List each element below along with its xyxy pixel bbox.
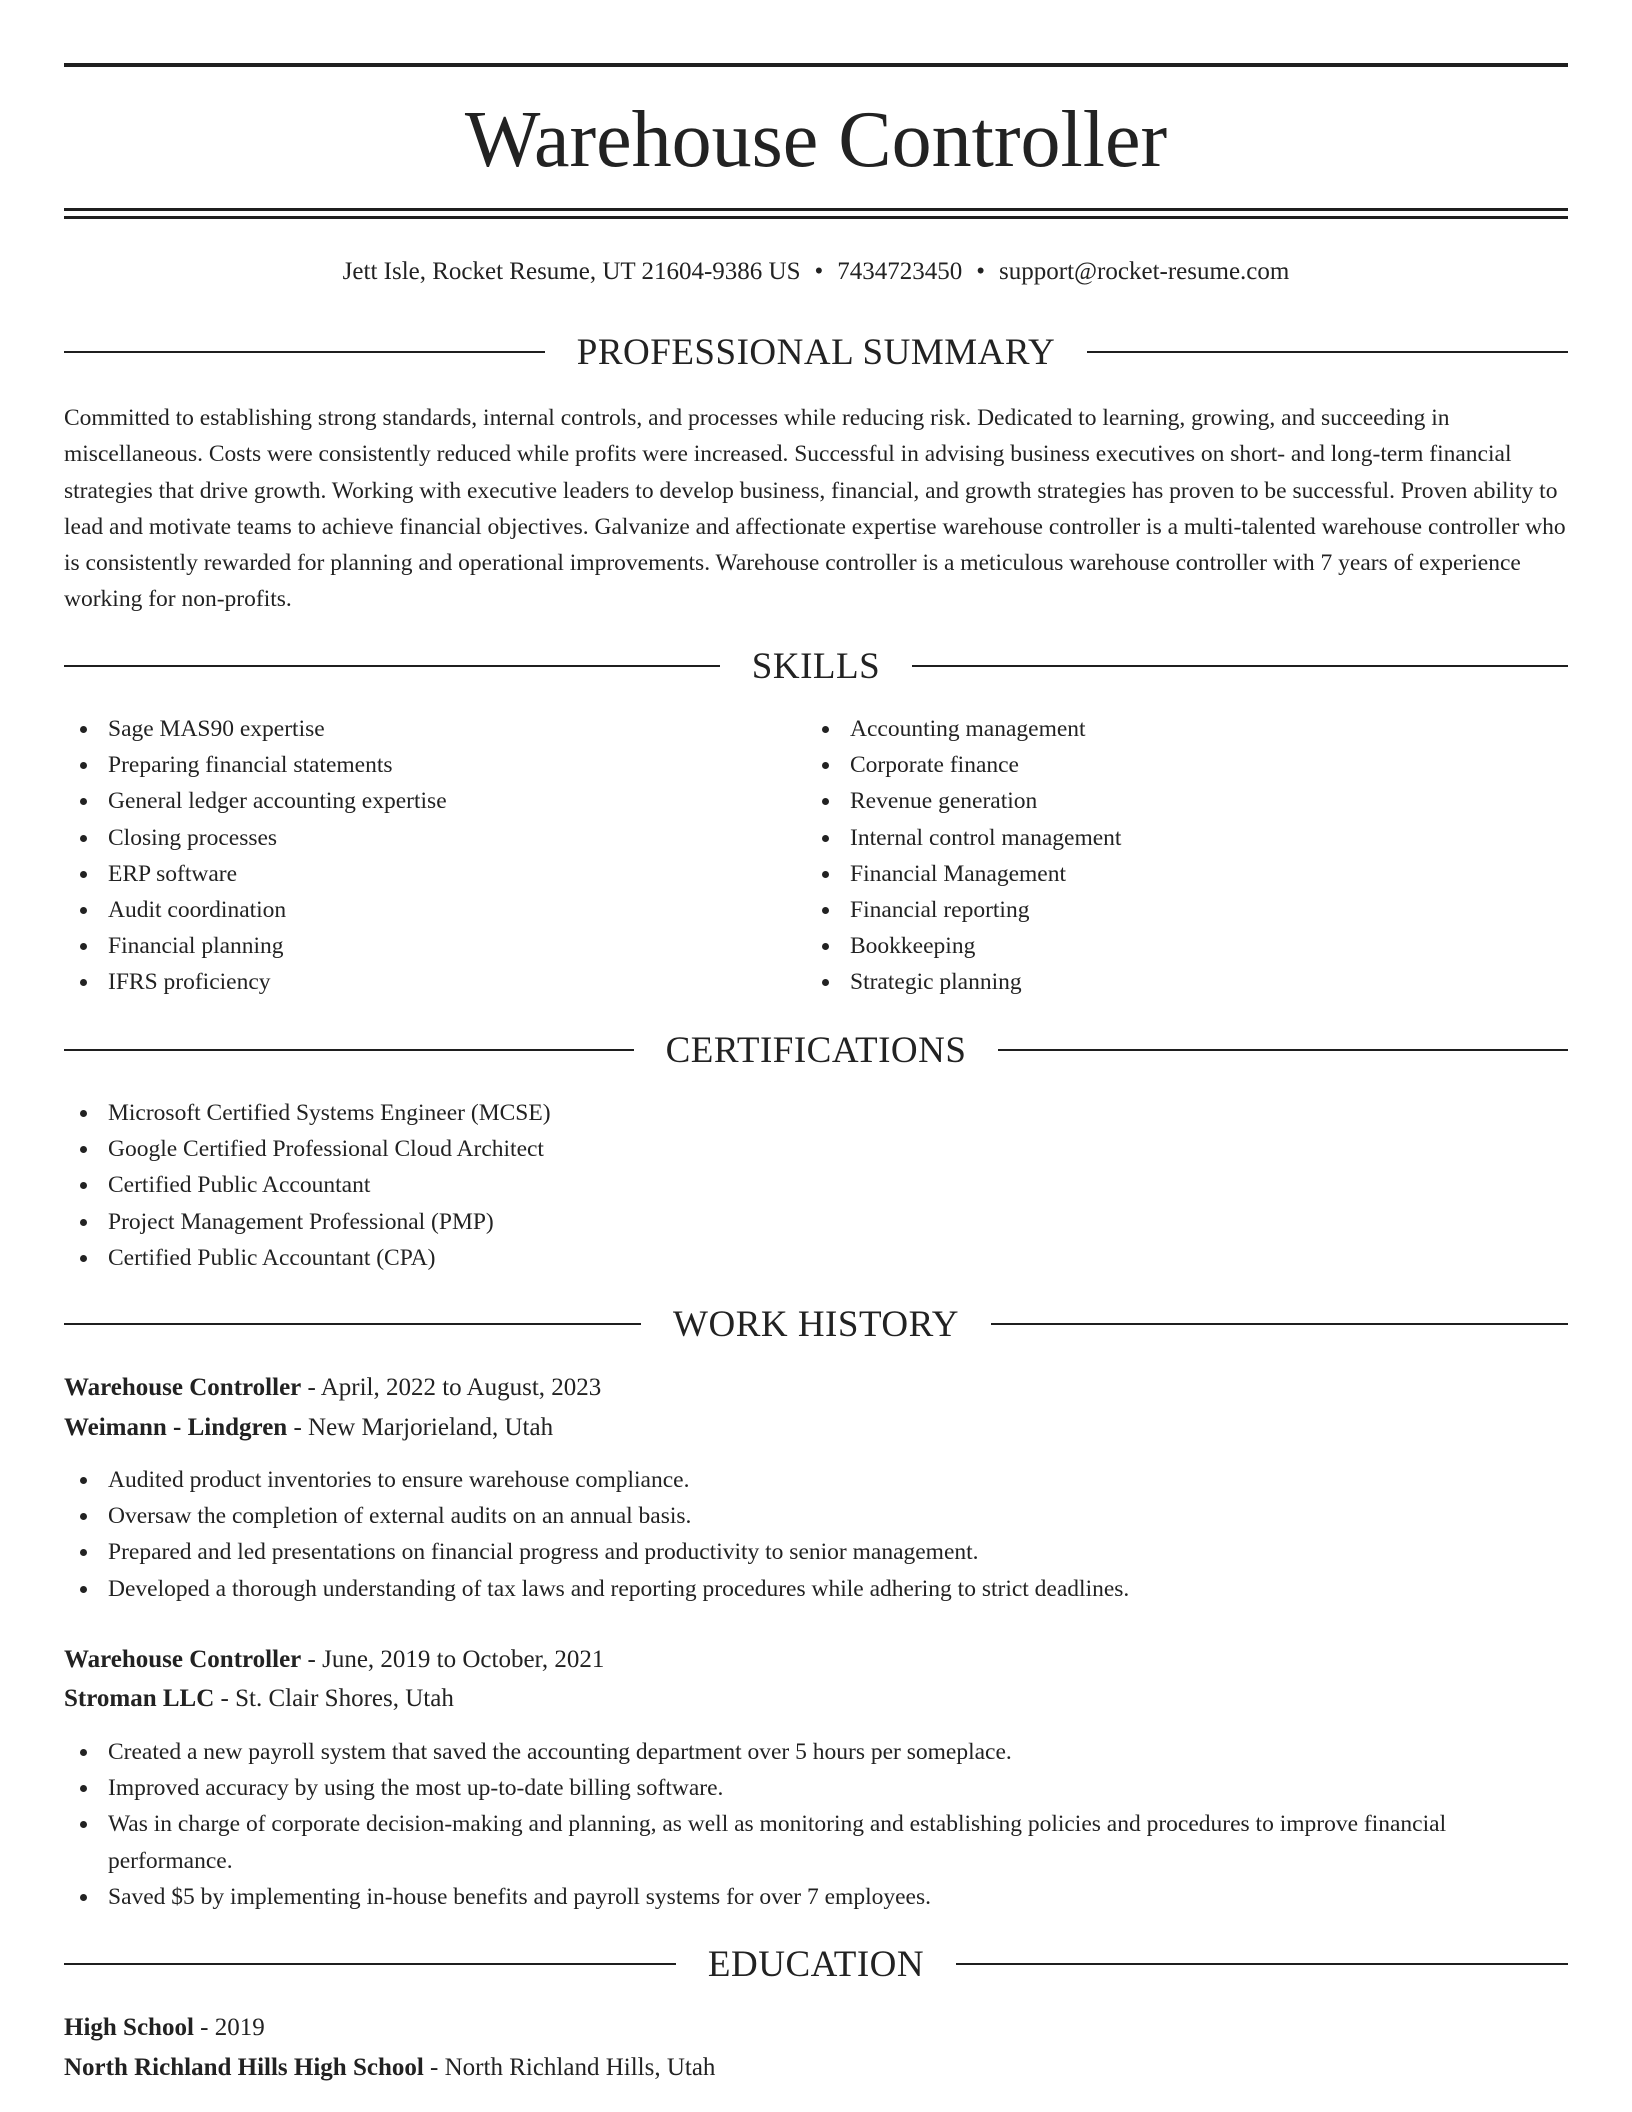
list-item: Was in charge of corporate decision-making and planning, as well as monitoring and establishing policies and procedures to improve financial performance. — [64, 1806, 1568, 1878]
contact-separator: • — [976, 258, 986, 285]
list-item: Accounting management — [806, 711, 1566, 747]
job-location: St. Clair Shores, Utah — [235, 1685, 454, 1712]
skills-list-left — [64, 711, 764, 1001]
job-company: Weimann - Lindgren — [64, 1414, 288, 1441]
list-item: Project Management Professional (PMP) — [64, 1204, 1564, 1240]
header-top-rule — [64, 63, 1568, 67]
heading-rule — [64, 1323, 641, 1325]
heading-rule — [64, 1963, 676, 1965]
list-item: Sage MAS90 expertise — [64, 711, 764, 747]
education-school-line — [64, 2050, 1568, 2086]
section-heading-certifications — [64, 1028, 1568, 1072]
section-heading-work-history — [64, 1302, 1568, 1346]
list-item: Financial planning — [64, 928, 764, 964]
list-item: Corporate finance — [806, 747, 1566, 783]
contact-separator: • — [814, 258, 824, 285]
contact-line — [64, 254, 1568, 290]
list-item: Prepared and led presentations on financial progress and productivity to senior management. — [64, 1534, 1568, 1570]
heading-rule — [64, 665, 720, 667]
job-title: Warehouse Controller — [64, 1374, 302, 1401]
list-item: General ledger accounting expertise — [64, 783, 764, 819]
job-dates: June, 2019 to October, 2021 — [322, 1646, 605, 1673]
job-title: Warehouse Controller — [64, 1646, 302, 1673]
list-item: Created a new payroll system that saved the accounting department over 5 hours per someplace. — [64, 1734, 1568, 1770]
education-degree: High School — [64, 2014, 194, 2041]
dash: - — [301, 1374, 321, 1401]
list-item: Audit coordination — [64, 892, 764, 928]
section-heading-education — [64, 1942, 1568, 1986]
job-bullets — [64, 1462, 1568, 1607]
list-item: Certified Public Accountant (CPA) — [64, 1240, 1564, 1276]
education-school: North Richland Hills High School — [64, 2054, 424, 2081]
job-dates: April, 2022 to August, 2023 — [320, 1374, 602, 1401]
header-double-rule-lower — [64, 216, 1568, 219]
list-item: Strategic planning — [806, 964, 1566, 1000]
skills-list-right — [806, 711, 1566, 1001]
contact-email: support@rocket-resume.com — [999, 258, 1290, 285]
heading-rule — [998, 1049, 1568, 1051]
summary-paragraph: Committed to establishing strong standards, internal controls, and processes while reducing risk. Dedicated to learning, growing, and succeeding in miscellaneous. Costs were consistently reduced while profits were increased. Successful in advising business executives on short- and long-term financial strategies that drive growth. Working with executive leaders to develop business, financial, and growth strategies has proven to be successful. Proven ability to lead and motivate teams to achieve financial objectives. Galvanize and affectionate expertise warehouse controller is a multi-talented warehouse controller who is consistently rewarded for planning and operational improvements. Warehouse controller is a meticulous warehouse controller with 7 years of experience working for non-profits. — [64, 405, 1566, 613]
education-degree-line — [64, 2010, 1568, 2046]
job-company: Stroman LLC — [64, 1685, 215, 1712]
list-item: Revenue generation — [806, 783, 1566, 819]
list-item: Audited product inventories to ensure warehouse compliance. — [64, 1462, 1568, 1498]
heading-rule — [956, 1963, 1568, 1965]
list-item: IFRS proficiency — [64, 964, 764, 1000]
certifications-list — [64, 1095, 1564, 1276]
job-location: New Marjorieland, Utah — [308, 1414, 554, 1441]
education-location: North Richland Hills, Utah — [444, 2054, 716, 2081]
header-double-rule-upper — [64, 208, 1568, 211]
heading-rule — [64, 351, 545, 353]
list-item: Bookkeeping — [806, 928, 1566, 964]
list-item: Financial Management — [806, 856, 1566, 892]
heading-rule — [991, 1323, 1568, 1325]
job-company-line — [64, 1410, 1568, 1446]
contact-address: Jett Isle, Rocket Resume, UT 21604-9386 US — [342, 258, 801, 285]
section-heading-summary — [64, 330, 1568, 374]
list-item: Saved $5 by implementing in-house benefits and payroll systems for over 7 employees. — [64, 1879, 1568, 1915]
dash: - — [214, 1685, 236, 1712]
list-item: Internal control management — [806, 820, 1566, 856]
section-title-skills: SKILLS — [751, 645, 881, 687]
job-title-line — [64, 1642, 1568, 1678]
list-item: Financial reporting — [806, 892, 1566, 928]
list-item: Certified Public Accountant — [64, 1167, 1564, 1203]
list-item: ERP software — [64, 856, 764, 892]
job-title-line — [64, 1370, 1568, 1406]
heading-rule — [1087, 351, 1568, 353]
dash: - — [423, 2054, 445, 2081]
list-item: Developed a thorough understanding of tax laws and reporting procedures while adhering to strict deadlines. — [64, 1571, 1568, 1607]
section-title-summary: PROFESSIONAL SUMMARY — [576, 331, 1056, 373]
job-company-line — [64, 1681, 1568, 1717]
list-item: Oversaw the completion of external audits on an annual basis. — [64, 1498, 1568, 1534]
dash: - — [301, 1646, 323, 1673]
contact-phone: 7434723450 — [837, 258, 963, 285]
page-title: Warehouse Controller — [464, 96, 1168, 184]
heading-rule — [912, 665, 1568, 667]
section-title-work-history: WORK HISTORY — [673, 1303, 959, 1345]
list-item: Improved accuracy by using the most up-to-date billing software. — [64, 1770, 1568, 1806]
list-item: Closing processes — [64, 820, 764, 856]
section-title-certifications: CERTIFICATIONS — [665, 1029, 967, 1071]
heading-rule — [64, 1049, 634, 1051]
list-item: Microsoft Certified Systems Engineer (MCSE) — [64, 1095, 1564, 1131]
education-year: 2019 — [214, 2014, 265, 2041]
dash: - — [193, 2014, 215, 2041]
section-heading-skills — [64, 644, 1568, 688]
list-item: Preparing financial statements — [64, 747, 764, 783]
job-bullets — [64, 1734, 1568, 1915]
list-item: Google Certified Professional Cloud Architect — [64, 1131, 1564, 1167]
dash: - — [287, 1414, 309, 1441]
section-title-education: EDUCATION — [707, 1943, 925, 1985]
